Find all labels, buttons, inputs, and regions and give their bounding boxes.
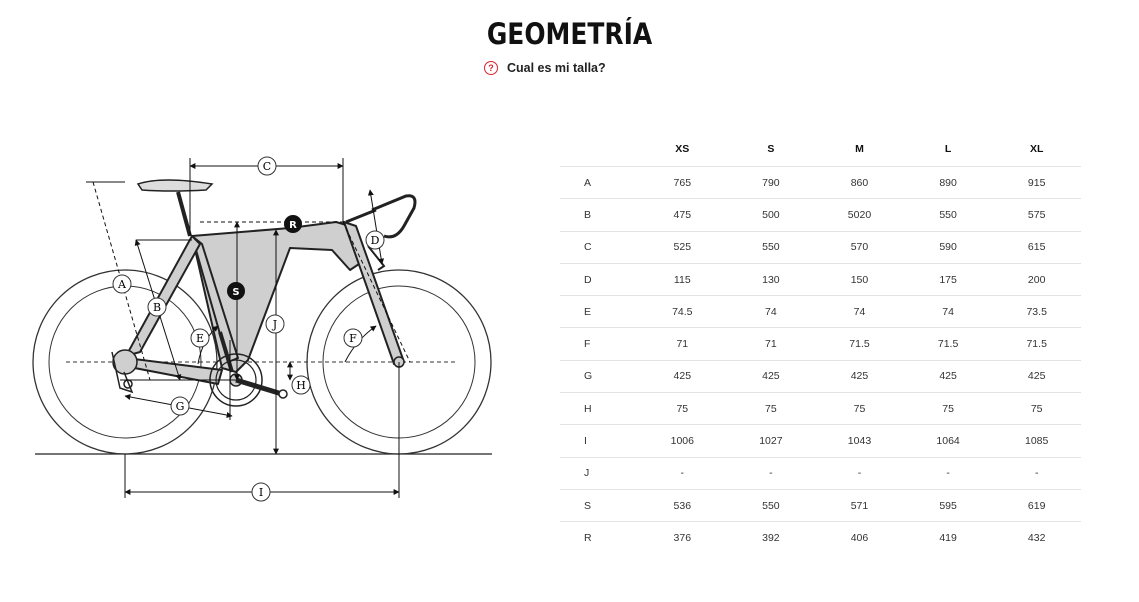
marker-J xyxy=(266,315,284,333)
table-row xyxy=(560,296,1081,328)
svg-text:C: C xyxy=(262,160,272,173)
table-row xyxy=(560,360,1081,392)
bike-geometry-diagram xyxy=(0,100,560,520)
table-cell: 75 xyxy=(638,393,727,425)
marker-S xyxy=(227,282,245,300)
question-circle-icon: ? xyxy=(484,61,498,75)
table-cell: 550 xyxy=(904,199,993,231)
row-label: A xyxy=(560,167,638,199)
saddle xyxy=(138,180,212,191)
table-row xyxy=(560,489,1081,521)
size-header: L xyxy=(904,132,993,167)
table-row xyxy=(560,263,1081,295)
page-title: GEOMETRÍA xyxy=(486,17,653,51)
svg-text:D: D xyxy=(370,234,380,247)
table-cell: 890 xyxy=(904,167,993,199)
size-help-link[interactable] xyxy=(484,58,606,78)
table-cell: 550 xyxy=(727,489,816,521)
table-cell: 575 xyxy=(992,199,1081,231)
marker-F xyxy=(344,329,362,347)
size-help-label: Cual es mi talla? xyxy=(507,61,606,75)
table-cell: 115 xyxy=(638,263,727,295)
table-row xyxy=(560,231,1081,263)
table-cell: - xyxy=(638,457,727,489)
table-cell: 615 xyxy=(992,231,1081,263)
table-row xyxy=(560,328,1081,360)
table-cell: 74 xyxy=(727,296,816,328)
table-cell: 619 xyxy=(992,489,1081,521)
size-header: XL xyxy=(992,132,1081,167)
table-cell: 915 xyxy=(992,167,1081,199)
table-cell: 71.5 xyxy=(815,328,904,360)
svg-text:I: I xyxy=(258,486,264,499)
table-cell: 860 xyxy=(815,167,904,199)
handlebar xyxy=(372,196,415,237)
table-cell: 71.5 xyxy=(904,328,993,360)
row-label: B xyxy=(560,199,638,231)
table-cell: 425 xyxy=(638,360,727,392)
rear-derailleur xyxy=(112,350,137,392)
table-row xyxy=(560,522,1081,554)
svg-text:F: F xyxy=(349,332,357,345)
table-cell: 425 xyxy=(815,360,904,392)
table-cell: 74 xyxy=(815,296,904,328)
svg-text:A: A xyxy=(118,278,126,291)
table-cell: 71 xyxy=(727,328,816,360)
row-label: G xyxy=(560,360,638,392)
table-cell: - xyxy=(992,457,1081,489)
table-cell: 392 xyxy=(762,531,780,544)
table-cell: - xyxy=(815,457,904,489)
table-cell: 75 xyxy=(992,393,1081,425)
marker-D xyxy=(366,231,384,249)
table-corner xyxy=(560,132,638,167)
table-cell: 75 xyxy=(727,393,816,425)
table-cell: 425 xyxy=(727,360,816,392)
table-row xyxy=(560,393,1081,425)
marker-R xyxy=(284,215,302,233)
table-cell: 425 xyxy=(904,360,993,392)
table-cell: 1064 xyxy=(904,425,993,457)
table-cell: 406 xyxy=(850,531,869,544)
table-cell: 175 xyxy=(904,263,993,295)
row-label: F xyxy=(560,328,638,360)
row-label: R xyxy=(584,531,592,544)
table-cell: 536 xyxy=(638,489,727,521)
table-cell: 525 xyxy=(638,231,727,263)
table-cell: 765 xyxy=(638,167,727,199)
table-cell: 550 xyxy=(727,231,816,263)
table-row xyxy=(560,199,1081,231)
svg-text:S: S xyxy=(232,287,240,298)
marker-G xyxy=(171,397,189,415)
marker-H xyxy=(292,376,310,394)
table-cell: 590 xyxy=(904,231,993,263)
table-cell: 1006 xyxy=(638,425,727,457)
geometry-table xyxy=(560,132,1081,554)
marker-B xyxy=(148,298,166,316)
table-cell: 1043 xyxy=(815,425,904,457)
table-cell: 71.5 xyxy=(992,328,1081,360)
svg-text:J: J xyxy=(272,318,278,331)
table-cell: 570 xyxy=(815,231,904,263)
bike-frame xyxy=(124,222,404,384)
table-row xyxy=(560,457,1081,489)
marker-C xyxy=(258,157,276,175)
table-row xyxy=(560,425,1081,457)
table-cell: 1085 xyxy=(992,425,1081,457)
size-header: M xyxy=(815,132,904,167)
table-cell: 74 xyxy=(904,296,993,328)
row-label: C xyxy=(560,231,638,263)
table-header-row xyxy=(560,132,1081,167)
svg-text:H: H xyxy=(296,379,306,392)
table-cell: 74.5 xyxy=(638,296,727,328)
table-cell: 425 xyxy=(992,360,1081,392)
svg-text:B: B xyxy=(152,301,162,314)
svg-text:G: G xyxy=(175,400,185,413)
row-label: I xyxy=(560,425,638,457)
marker-A xyxy=(113,275,131,293)
table-cell: 376 xyxy=(673,531,692,544)
table-cell: 790 xyxy=(727,167,816,199)
row-label: D xyxy=(560,263,638,295)
table-cell: 595 xyxy=(904,489,993,521)
table-row xyxy=(560,167,1081,199)
table-cell: 500 xyxy=(727,199,816,231)
row-label: H xyxy=(560,393,638,425)
svg-text:E: E xyxy=(195,332,205,345)
table-cell: - xyxy=(904,457,993,489)
table-cell: 73.5 xyxy=(992,296,1081,328)
table-cell: 571 xyxy=(815,489,904,521)
marker-I xyxy=(252,483,270,501)
table-cell: 419 xyxy=(939,531,957,544)
table-cell: 475 xyxy=(638,199,727,231)
row-label: E xyxy=(560,296,638,328)
table-cell: 1027 xyxy=(727,425,816,457)
table-cell: - xyxy=(727,457,816,489)
table-cell: 432 xyxy=(1027,531,1046,544)
table-cell: 200 xyxy=(992,263,1081,295)
table-cell: 5020 xyxy=(815,199,904,231)
table-cell: 75 xyxy=(815,393,904,425)
marker-E xyxy=(191,329,209,347)
size-header: XS xyxy=(638,132,727,167)
row-label: J xyxy=(560,457,638,489)
table-cell: 75 xyxy=(904,393,993,425)
table-cell: 130 xyxy=(727,263,816,295)
table-cell: 150 xyxy=(815,263,904,295)
table-cell: 71 xyxy=(638,328,727,360)
size-header: S xyxy=(727,132,816,167)
svg-text:R: R xyxy=(289,220,297,231)
row-label: S xyxy=(560,489,638,521)
